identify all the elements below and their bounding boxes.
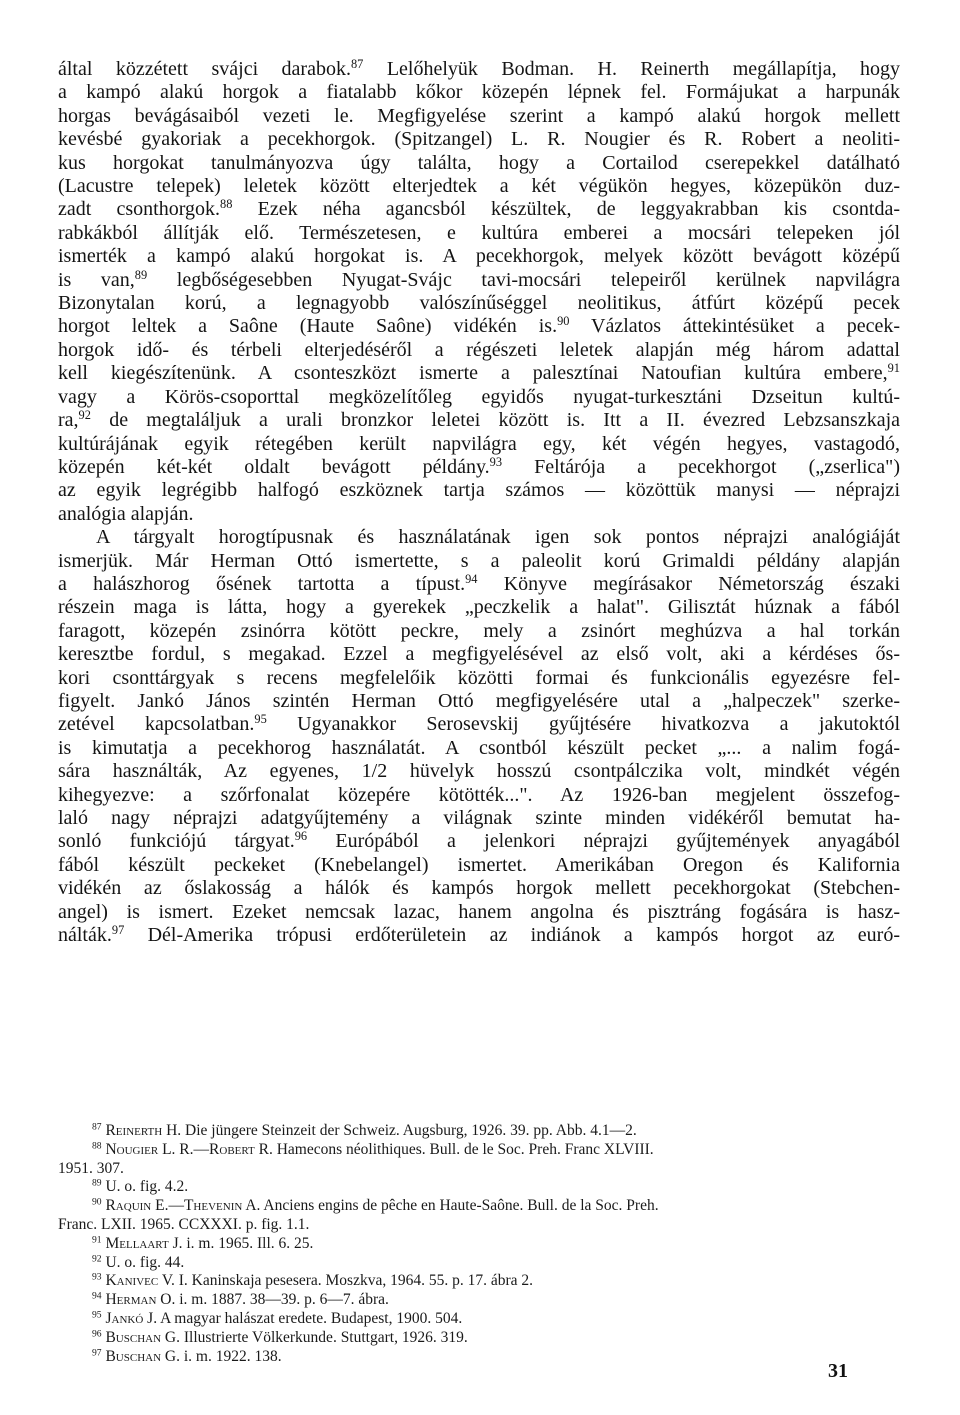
footnote-author: Reinerth <box>105 1122 163 1139</box>
text-line: kus horgokat tanulmányozva úgy találta, hogy a Cortailod cserepekkel datálható <box>58 151 900 174</box>
footnote-ref[interactable]: 91 <box>887 361 900 376</box>
text-line: rabkákból állítják elő. Természetesen, e kultúra emberei a mocsári telepeken jól <box>58 221 900 244</box>
footnote-author: Buschan <box>105 1347 162 1365</box>
text-line: fából készült peckeket (Knebelangel) ismertet. Amerikában Oregon és Kalifornia <box>58 853 900 876</box>
footnote-item: $^{93}$ Kanivec V. I. Kaninskaja pesesera. Moszkva, 1964. 55. p. 17. ábra 2. <box>92 1272 534 1290</box>
footnote-item: $^{96}$ Buschan G. Illustrierte Völkerkunde. Stuttgart, 1926. 319. <box>92 1328 468 1346</box>
text-line: horgot leltek a Saône (Haute Saône) vidékén is.$^{90}$ Vázlatos áttekintésüket a pecek- <box>58 314 901 338</box>
text-line: kell kiegészítenünk. A csonteszközt ismerte a palesztínai Natoufian kultúra embere,$^{91}$ <box>58 361 900 385</box>
footnote-item: $^{97}$ Buschan G. i. m. 1922. 138. <box>92 1347 282 1365</box>
text-line: A tárgyalt horogtípusnak és használatának igen sok pontos néprajzi analógiáját <box>96 526 900 549</box>
footnote-author: Robert <box>209 1140 255 1158</box>
text-line: (Lacustre telepek) leletek között elterjedtek a két végükön hegyes, közepükön duz- <box>58 175 900 198</box>
text-line: Bizonytalan korú, a legnagyobb valószínűséggel neolitikus, átfúrt középű pecek <box>58 292 900 315</box>
paragraph-1 <box>58 58 900 526</box>
footnote-ref[interactable]: 94 <box>465 572 478 587</box>
footnotes <box>58 1122 900 1366</box>
text-line: nálták.$^{97}$ Dél-Amerika trópusi erdőterületein az indiánok a kampós horgot az euró- <box>58 923 900 947</box>
footnote-ref[interactable]: 92 <box>78 408 91 423</box>
footnote-item: $^{94}$ Herman O. i. m. 1887. 38—39. p. 6—7. ábra. <box>92 1290 389 1309</box>
body-text <box>58 58 900 947</box>
text-line: sára használták, Az egyenes, 1/2 hüvelyk hosszú csontpálczika volt, mindkét végén <box>58 760 900 783</box>
text-line: analógia alapján. <box>58 502 194 525</box>
footnote-ref[interactable]: 97 <box>111 923 125 938</box>
page-number: 31 <box>828 1360 848 1382</box>
footnote-author: Jankó <box>105 1309 144 1327</box>
footnote-ref[interactable]: 95 <box>254 712 267 727</box>
text-line: faragott, közepén zsinórra kötött peckre, mely a zsinórt meghúzva a hal torkán <box>58 619 900 642</box>
footnote-author: Mellaart <box>105 1234 169 1252</box>
text-line: kihegyezve: a szőrfonalat közepére kötötték...". Az 1926-ban megjelent összefog- <box>58 783 900 806</box>
footnote-item: $^{89}$ U. o. fig. 4.2. <box>92 1178 189 1196</box>
text-line: zadt csonthorgok.$^{88}$ Ezek néha agancsból készültek, de leggyakrabban kis csontda- <box>58 197 901 221</box>
footnote-author: Nougier <box>105 1140 159 1158</box>
footnote-item: $^{88}$ Nougier L. R.—Robert R. Hamecons néolithiques. Bull. de le Soc. Preh. Franc XLVIII. <box>92 1140 654 1158</box>
text-line: ismerték a kampó alakú horgokat is. A pecekhorgok, melyek között bevágott középű <box>58 245 900 268</box>
text-line: figyelt. Jankó János szintén Herman Ottó megfigyelésére utal a „halpeczek" szerke- <box>58 689 900 712</box>
footnote-item: $^{92}$ U. o. fig. 44. <box>92 1253 185 1271</box>
footnote-item: $^{95}$ Jankó J. A magyar halászat eredete. Budapest, 1900. 504. <box>92 1309 463 1327</box>
footnote-ref[interactable]: 88 <box>220 197 233 212</box>
text-line: ismerjük. Már Herman Ottó ismertette, s a paleolit korú Grimaldi példány alapján <box>58 549 900 572</box>
text-line: a halászhorog ősének tartotta a típust.$^{94}$ Könyve megírásakor Németország északi <box>58 572 900 595</box>
text-line: is van,$^{89}$ legbőségesebben Nyugat-Svájc tavi-mocsári telepeiről kerülnek napvilágra <box>58 267 900 291</box>
text-line: vagy a Körös-csoporttal megközelítőleg egyidős nyugat-turkesztáni Dzseitun kultú- <box>58 385 900 408</box>
footnote-author: Kanivec <box>105 1272 159 1290</box>
text-line: angel) is ismert. Ezeket nemcsak lazac, hanem angolna és pisztráng fogására is hasz- <box>58 900 900 923</box>
footnote-author: Herman <box>105 1291 157 1309</box>
text-line: keresztbe fordul, s megakad. Ezzel a megfigyelésével az első volt, aki a kérdéses ős- <box>58 643 900 666</box>
text-line: zetével kapcsolatban.$^{95}$ Ugyanakkor Serosevskij gyűjtésére hivatkozva a jakutoktól <box>58 712 900 736</box>
text-line: részein maga is látta, hogy a gyerekek „peczkelik a halat". Gilisztát húznak a fából <box>58 596 900 619</box>
text-line: sonló funkciójú tárgyat.$^{96}$ Európából a jelenkori néprajzi gyűjtemények anyagából <box>58 829 901 853</box>
text-line: ra,$^{92}$ de megtaláljuk a urali bronzkor leletei között is. Itt a II. évezred Lebzsanszkaja <box>58 408 901 432</box>
footnote-ref[interactable]: 87 <box>350 57 364 72</box>
footnote-item: $^{90}$ Raquin E.—Thevenin A. Anciens engins de pêche en Haute-Saône. Bull. de la Soc. Preh. <box>92 1196 659 1215</box>
text-line: kevésbé gyakoriak a pecekhorgok. (Spitzangel) L. R. Nougier és R. Robert a neoliti- <box>58 128 900 151</box>
footnote-ref[interactable]: 89 <box>134 267 148 282</box>
text-line: által közzétett svájci darabok.$^{87}$ Lelőhelyük Bodman. H. Reinerth megállapítja, hogy <box>58 57 901 80</box>
footnote-continuation: Franc. LXII. 1965. CCXXXI. p. fig. 1.1. <box>58 1215 310 1233</box>
footnote-ref[interactable]: 90 <box>557 314 570 329</box>
text-line: kori csonttárgyak s recens megfelelőik közötti formai és funkcionális egyezésre fel- <box>58 666 900 689</box>
footnote-author: Raquin <box>105 1197 152 1215</box>
text-line: horgok idő- és térbeli elterjedéséről a régészeti leletek alapján még három adattal <box>58 338 900 361</box>
footnote-item: $^{91}$ Mellaart J. i. m. 1965. Ill. 6. 25. <box>92 1234 314 1252</box>
footnote-item: $^{87}$ Reinerth H. Die jüngere Steinzeit der Schweiz. Augsburg, 1926. 39. pp. Abb. 4.1—2. <box>92 1121 637 1139</box>
footnote-author: Buschan <box>105 1328 162 1346</box>
footnote-ref[interactable]: 96 <box>294 829 308 844</box>
text-line: vidékén az őslakosság a hálók és kampós horgok mellett pecekhorgokat (Stebchen- <box>58 877 900 900</box>
footnote-author: Thevenin <box>183 1197 243 1215</box>
text-line: kultúrájának egyik rétegében került napvilágra egy, két végén hegyes, vastagodó, <box>58 432 900 455</box>
text-line: is kimutatja a pecekhorog használatát. A csontból készült pecket „... a nalim fogá- <box>58 736 900 759</box>
text-line: a kampó alakú horgok a fiatalabb kőkor közepén lépnek fel. Formájukat a harpunák <box>58 81 900 104</box>
footnote-ref[interactable]: 93 <box>489 455 503 470</box>
text-line: horgas bevágásaiból vezeti le. Megfigyelése szerint a kampó alakú horgok mellett <box>58 104 900 127</box>
text-line: az egyik legrégibb halfogó eszköznek tartja számos — közöttük manysi — néprajzi <box>58 479 900 502</box>
paragraph-2 <box>58 526 900 549</box>
footnote-continuation: 1951. 307. <box>58 1159 124 1177</box>
text-line: laló nagy néprajzi adatgyűjtemény a világnak szinte minden vidékéről bemutat ha- <box>58 807 900 829</box>
paragraph-2-cont <box>58 550 900 948</box>
text-line: közepén két-két oldalt bevágott példány.$^{93}$ Feltárója a pecekhorgot („zserlica") <box>58 455 901 478</box>
